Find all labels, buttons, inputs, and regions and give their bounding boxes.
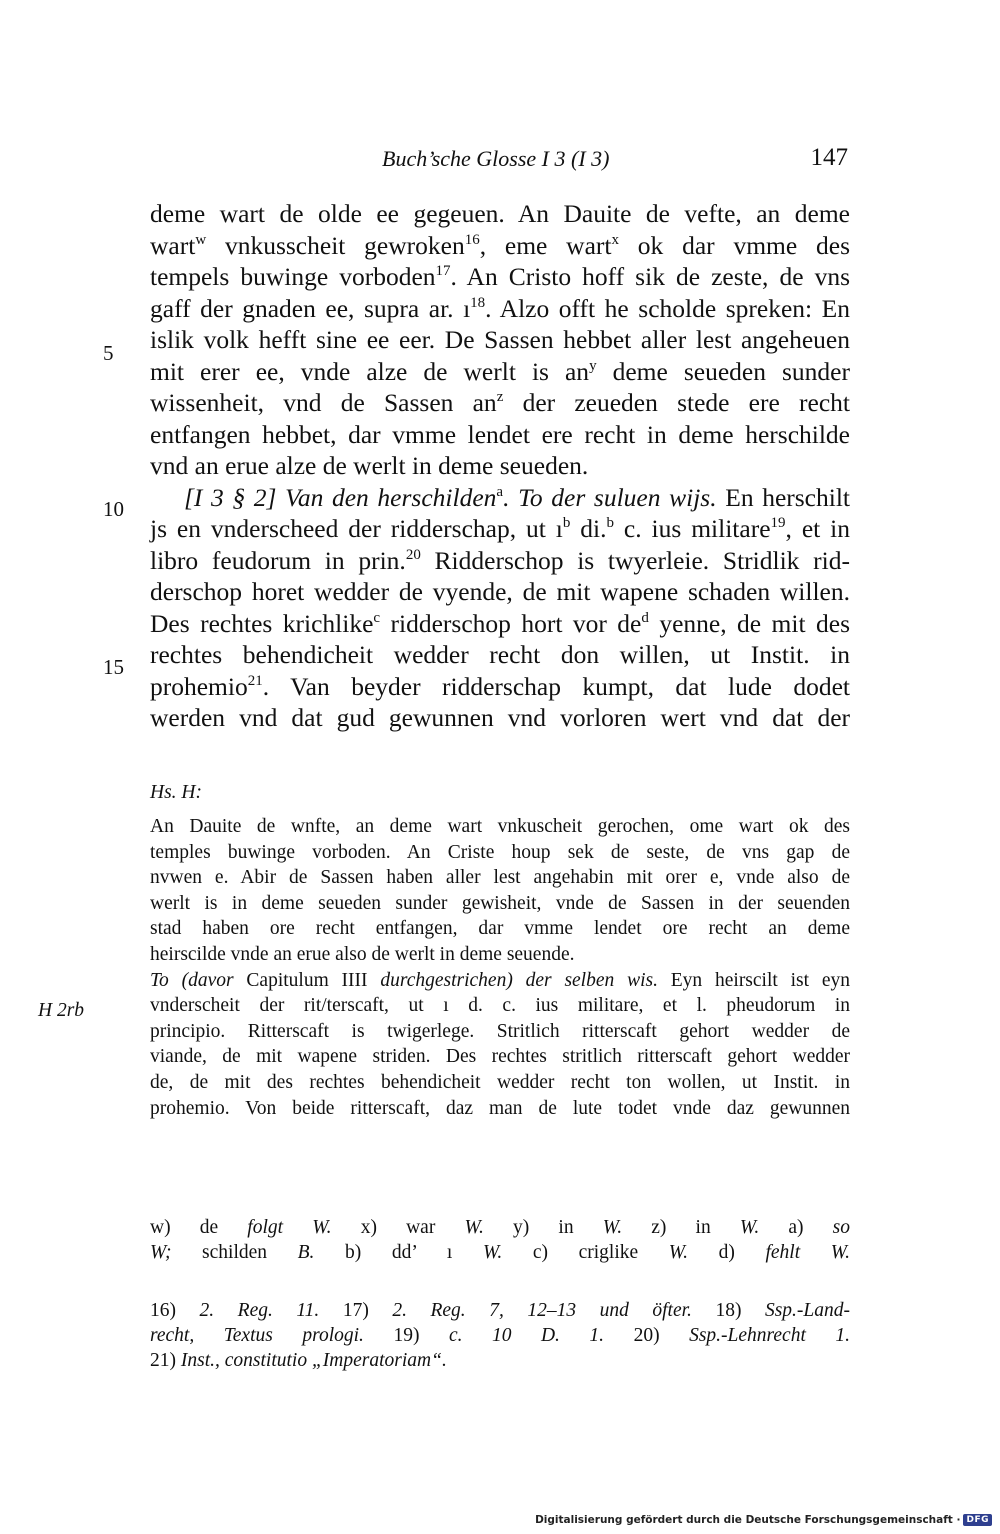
line-number: 15 <box>103 655 124 679</box>
variant-note: a) so <box>788 1217 851 1238</box>
text-line: js en vnderscheed der ridderschap, ut $ı^b$ di.$^b$ c. ius militare$^{19}$, et in <box>150 514 850 543</box>
variant-note: b) dd’ ı W. <box>345 1242 503 1263</box>
text-line: islik volk hefft sine ee eer. De Sassen hebbet aller lest angeheuen <box>150 325 850 354</box>
variant-note: W; schilden B. <box>150 1242 315 1263</box>
manuscript-line: An Dauite de wnfte, an deme wart vnkuscheit gerochen, ome wart ok des <box>150 816 850 837</box>
footnote-ref: 16 <box>464 231 480 248</box>
variant-note: c) criglike W. <box>532 1242 689 1263</box>
footnote-ref: w <box>195 231 207 248</box>
text-line: prohemio$^{21}$. Van beyder ridderschap kumpt, dat lude dodet <box>150 671 850 701</box>
text-line: [I 3 § 2] Van den herschilden$^a$. To der suluen wijs. En herschilt <box>184 482 850 512</box>
manuscript-line: de, de mit des rechtes behendicheit wedder recht ton wollen, ut Instit. in <box>150 1071 850 1093</box>
manuscript-line: viande, de mit wapene striden. Des rechtes stritlich ritterscaft gehort wedder <box>150 1046 850 1068</box>
footnote-ref: 20 <box>405 546 421 563</box>
variant-apparatus <box>150 1215 850 1265</box>
commentary-row <box>150 1323 850 1348</box>
commentary-note: 16) 2. Reg. 11. <box>150 1300 320 1321</box>
manuscript-margin-note: H 2rb <box>38 1000 85 1021</box>
commentary-note: recht, Textus prologi. <box>150 1325 364 1346</box>
variant-note: d) fehlt W. <box>718 1242 851 1263</box>
text-line: libro feudorum in prin.$^{20}$ Ridderschop is twyerleie. Stridlik rid- <box>150 545 850 575</box>
text-line: deme wart de olde ee gegeuen. An Dauite de vefte, an deme <box>150 199 850 228</box>
manuscript-line: principio. Ritterscaft is twigerlege. Stritlich ritterscaft gehort wedder de <box>150 1020 850 1042</box>
text-line: wissenheit, vnd de Sassen $an^z$ der zeueden stede ere recht <box>150 388 850 417</box>
commentary-note: 21) Inst., constitutio „Imperatoriam“. <box>150 1350 447 1371</box>
manuscript-heading: Hs. H: <box>150 782 202 803</box>
commentary-note: 17) 2. Reg. 7, 12–13 und öfter. <box>342 1300 692 1321</box>
text-line: rechtes behendicheit wedder recht don willen, ut Instit. in <box>150 640 850 669</box>
variant-row <box>150 1240 850 1265</box>
footnote-ref: a <box>496 483 504 500</box>
manuscript-line: nvwen e. Abir de Sassen haben aller lest angehabin mit orer e, vnde also de <box>150 867 850 889</box>
footnote-ref: y <box>589 357 597 374</box>
manuscript-line: heirscilde vnde an erue also de werlt in deme seuende. <box>150 943 575 965</box>
manuscript-line: temples buwinge vorboden. An Criste houp sek de seste, de vns gap de <box>150 841 850 863</box>
text-line: derschop horet wedder de vyende, de mit wapene schaden willen. <box>150 577 850 606</box>
variant-row <box>150 1215 850 1240</box>
text-line: gaff der gnaden ee, supra ar. $ı^{18}$. Alzo offt he scholde spreken: En <box>150 293 850 323</box>
footer-text: Digitalisierung gefördert durch die Deutsche Forschungsgemeinschaft · <box>535 1514 961 1526</box>
commentary-note: 20) Ssp.-Lehnrecht 1. <box>633 1325 851 1346</box>
footnote-ref: b <box>606 515 614 531</box>
manuscript-line: werlt is in deme seueden sunder gewisheit, vnde de Sassen in der seuenden <box>150 892 850 914</box>
commentary-note: 18) Ssp.-Land- <box>715 1300 851 1321</box>
manuscript-line: vnderscheit der rit/terscaft, ut ı d. c. ius militare, et l. pheudorum in <box>150 995 850 1017</box>
text-line: entfangen hebbet, dar vmme lendet ere recht in deme herschilde <box>150 419 850 449</box>
footnote-ref: x <box>611 231 619 248</box>
text-line: werden vnd dat gud gewunnen vnd vorloren wert vnd dat der <box>150 703 850 732</box>
text-line: wart$^w$ vnkusscheit gewroken$^{16}$, eme wart$^x$ ok dar vmme des <box>150 230 850 260</box>
variant-note: w) de folgt W. <box>150 1217 332 1238</box>
footnote-ref: z <box>496 389 504 405</box>
text-line: vnd an erue alze de werlt in deme seueden. <box>150 451 589 480</box>
variant-note: x) war W. <box>360 1217 484 1238</box>
footnote-ref: 17 <box>435 263 451 279</box>
running-header <box>150 146 850 178</box>
variant-note: z) in W. <box>651 1217 760 1238</box>
manuscript-line: To (davor Capitulum IIII durchgestrichen) der selben wis. Eyn heirscilt ist eyn <box>150 969 850 991</box>
commentary-notes <box>150 1298 850 1373</box>
text-line: mit erer ee, vnde alze de werlt is $an^y$ deme seueden sunder <box>150 356 850 386</box>
line-number: 5 <box>103 341 114 365</box>
manuscript-line: prohemio. Von beide ritterscaft, daz man de lute todet vnde daz gewunnen <box>150 1097 850 1119</box>
digitization-footer <box>535 1514 992 1526</box>
footnote-ref: b <box>562 515 571 531</box>
footnote-ref: 19 <box>770 515 786 531</box>
variant-note: y) in W. <box>513 1217 623 1238</box>
footnote-ref: d <box>641 609 649 626</box>
main-text <box>150 198 850 734</box>
line-number: 10 <box>103 497 124 521</box>
text-line: tempels buwinge vorboden$^{17}$. An Cristo hoff sik de zeste, de vns <box>150 262 850 291</box>
commentary-note: 19) c. 10 D. 1. <box>393 1325 605 1346</box>
manuscript-variant-block <box>150 780 850 1121</box>
commentary-row <box>150 1348 850 1373</box>
text-line: Des rechtes krichlike$^c$ ridderschop hort vor $de^d$ yenne, de mit des <box>150 608 850 638</box>
manuscript-line: stad haben ore recht entfangen, dar vmme lendet ore recht an deme <box>150 918 850 940</box>
commentary-row <box>150 1298 850 1323</box>
page-number: 147 <box>810 144 848 171</box>
dfg-logo: DFG <box>963 1514 992 1526</box>
footnote-ref: c <box>373 609 381 626</box>
footnote-ref: 18 <box>470 294 486 311</box>
running-title: Buch’sche Glosse I 3 (I 3) <box>382 146 610 171</box>
footnote-ref: 21 <box>247 672 263 689</box>
